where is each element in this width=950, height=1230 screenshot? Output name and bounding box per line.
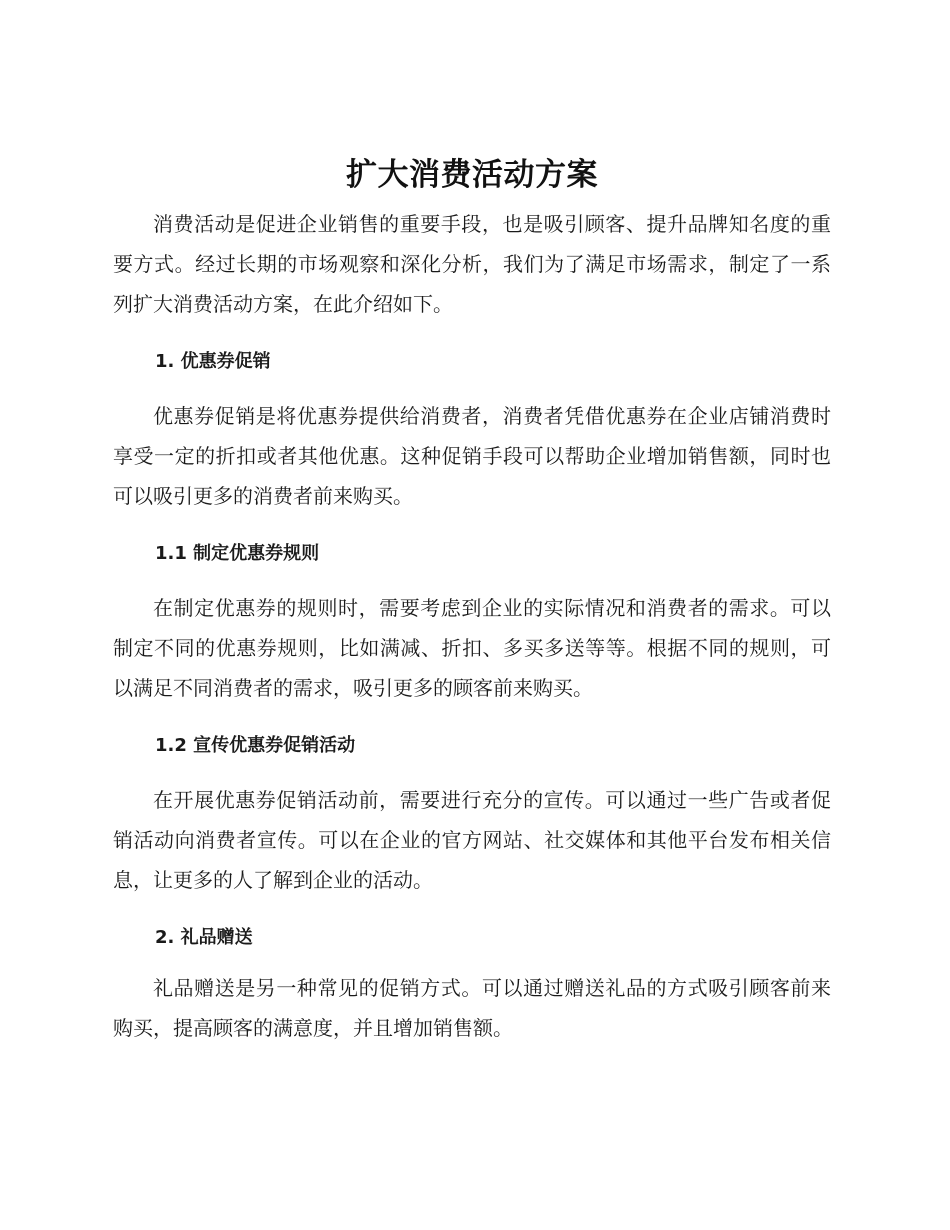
document-body [113, 146, 831, 1048]
section-heading-gift-giving: 2. 礼品赠送 [155, 927, 253, 948]
section-heading-coupon-publicity: 1.2 宣传优惠券促销活动 [155, 735, 356, 756]
document-title: 扩大消费活动方案 [346, 157, 598, 193]
section-body-coupon-promotion: 优惠券促销是将优惠券提供给消费者，消费者凭借优惠券在企业店铺消费时享受一定的折扣或者其他优惠。这种促销手段可以帮助企业增加销售额，同时也可以吸引更多的消费者前来购买。 [113, 404, 831, 508]
section-heading-coupon-promotion: 1. 优惠券促销 [155, 351, 271, 372]
intro-paragraph: 消费活动是促进企业销售的重要手段，也是吸引顾客、提升品牌知名度的重要方式。经过长期的市场观察和深化分析，我们为了满足市场需求，制定了一系列扩大消费活动方案，在此介绍如下。 [113, 212, 831, 316]
section-heading-coupon-rules: 1.1 制定优惠券规则 [155, 543, 320, 564]
section-body-gift-giving: 礼品赠送是另一种常见的促销方式。可以通过赠送礼品的方式吸引顾客前来购买，提高顾客的满意度，并且增加销售额。 [113, 976, 831, 1040]
section-body-coupon-rules: 在制定优惠券的规则时，需要考虑到企业的实际情况和消费者的需求。可以制定不同的优惠券规则，比如满减、折扣、多买多送等等。根据不同的规则，可以满足不同消费者的需求，吸引更多的顾客前来购买。 [113, 596, 831, 700]
section-body-coupon-publicity: 在开展优惠券促销活动前，需要进行充分的宣传。可以通过一些广告或者促销活动向消费者宣传。可以在企业的官方网站、社交媒体和其他平台发布相关信息，让更多的人了解到企业的活动。 [113, 788, 831, 892]
